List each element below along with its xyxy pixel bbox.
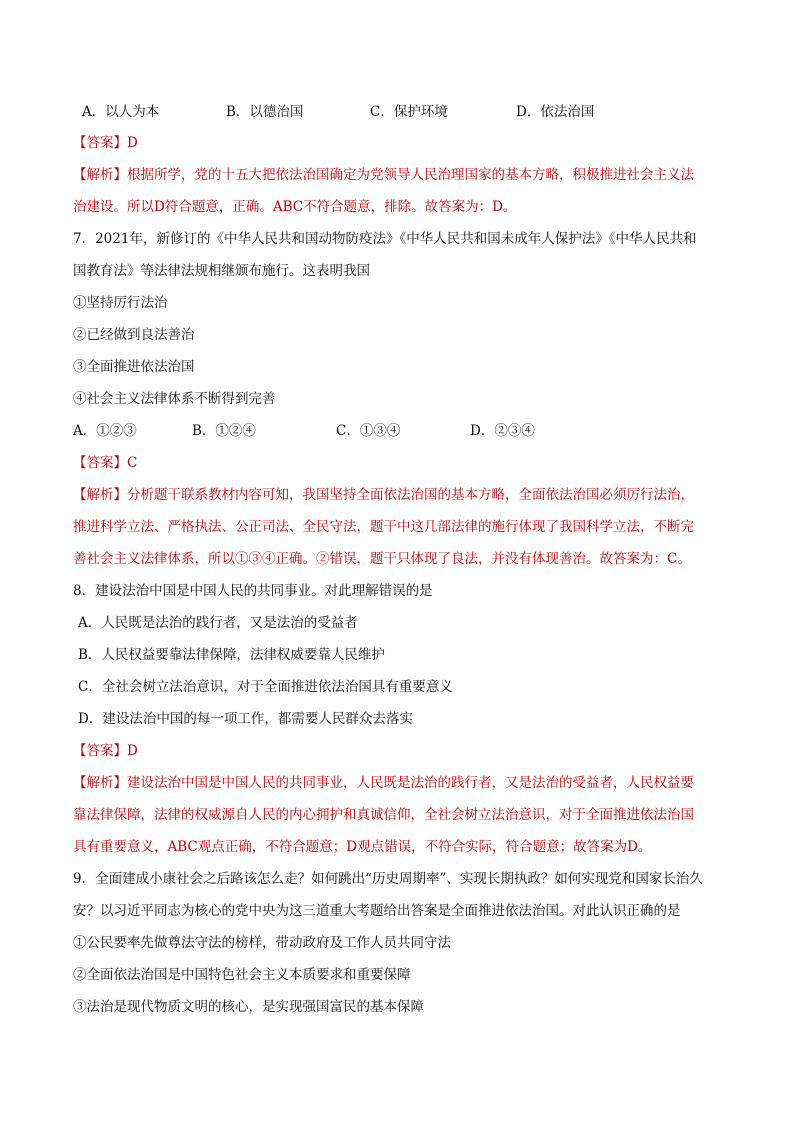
- q6-analysis-line-2: 治建设。所以D符合题意，正确。ABC不符合题意，排除。故答案为：D。: [73, 199, 517, 215]
- q7-option-b: B．①②④: [192, 423, 256, 439]
- q6-option-a: A．以人为本: [82, 104, 160, 120]
- q7-statement-4: ④社会主义法律体系不断得到完善: [73, 391, 276, 407]
- q7-statement-1: ①坚持厉行法治: [73, 295, 168, 311]
- analysis-tag: 【解析】: [73, 775, 127, 791]
- q9-stem-line-2: 安？以习近平同志为核心的党中央为这三道重大考题给出答案是全面推进依法治国。对此认识正确的是: [73, 903, 681, 919]
- answer-tag: 【答案】: [73, 743, 127, 759]
- analysis-tag: 【解析】: [73, 487, 127, 503]
- q8-option-d: D．建设法治中国的每一项工作，都需要人民群众去落实: [78, 711, 413, 727]
- answer-value: D: [127, 135, 138, 151]
- q7-stem-line-2: 国教育法》等法律法规相继颁布施行。这表明我国: [73, 263, 370, 279]
- q7-analysis-line-1: 【解析】分析题干联系教材内容可知，我国坚持全面依法治国的基本方略，全面依法治国必须厉行法治，: [73, 487, 694, 503]
- q9-stem-line-1: 9．全面建成小康社会之后路该怎么走？如何跳出“历史周期率”、实现长期执政？如何实现党和国家长治久: [73, 871, 703, 887]
- q8-analysis-line-2: 靠法律保障，法律的权威源自人民的内心拥护和真诚信仰，全社会树立法治意识，对于全面推进依法治国: [73, 807, 694, 823]
- q9-statement-2: ②全面依法治国是中国特色社会主义本质要求和重要保障: [73, 967, 411, 983]
- q7-stem-line-1: 7．2021年，新修订的《中华人民共和国动物防疫法》《中华人民共和国未成年人保护法》《中华人民共和: [73, 231, 697, 247]
- q8-option-a: A．人民既是法治的践行者，又是法治的受益者: [78, 615, 358, 631]
- q8-analysis-line-3: 具有重要意义，ABC观点正确，不符合题意；D观点错误，不符合实际，符合题意；故答案为D。: [73, 839, 652, 855]
- q6-option-b: B．以德治国: [226, 104, 304, 120]
- answer-value: D: [127, 743, 138, 759]
- q7-analysis-line-2: 推进科学立法、严格执法、公正司法、全民守法，题干中这几部法律的施行体现了我国科学立法，不断完: [73, 519, 694, 535]
- q6-option-c: C．保护环境: [370, 104, 448, 120]
- q9-statement-3: ③法治是现代物质文明的核心，是实现强国富民的基本保障: [73, 999, 424, 1015]
- answer-value: C: [127, 455, 138, 471]
- q6-option-d: D．依法治国: [516, 104, 595, 120]
- q8-analysis-line-1: 【解析】建设法治中国是中国人民的共同事业，人民既是法治的践行者，又是法治的受益者，人民权益要: [73, 775, 694, 791]
- q8-stem: 8．建设法治中国是中国人民的共同事业。对此理解错误的是: [73, 583, 433, 599]
- q8-answer: [73, 742, 138, 760]
- q8-option-c: C．全社会树立法治意识，对于全面推进依法治国具有重要意义: [78, 679, 453, 695]
- q7-answer: [73, 454, 137, 472]
- q7-option-d: D．②③④: [470, 423, 535, 439]
- q9-statement-1: ①公民要率先做尊法守法的榜样，带动政府及工作人员共同守法: [73, 935, 451, 951]
- q7-option-a: A．①②③: [73, 423, 137, 439]
- q7-statement-3: ③全面推进依法治国: [73, 359, 195, 375]
- q6-analysis-line-1: 【解析】根据所学，党的十五大把依法治国确定为党领导人民治理国家的基本方略，积极推进社会主义法: [73, 167, 694, 183]
- q7-option-c: C．①③④: [336, 423, 401, 439]
- analysis-tag: 【解析】: [73, 167, 127, 183]
- q6-answer: [73, 134, 138, 152]
- q7-statement-2: ②已经做到良法善治: [73, 327, 195, 343]
- answer-tag: 【答案】: [73, 135, 127, 151]
- q8-option-b: B．人民权益要靠法律保障，法律权威要靠人民维护: [78, 647, 385, 663]
- q7-analysis-line-3: 善社会主义法律体系，所以①③④正确。②错误，题干只体现了良法，并没有体现善治。故答案为：C。: [73, 551, 691, 567]
- answer-tag: 【答案】: [73, 455, 127, 471]
